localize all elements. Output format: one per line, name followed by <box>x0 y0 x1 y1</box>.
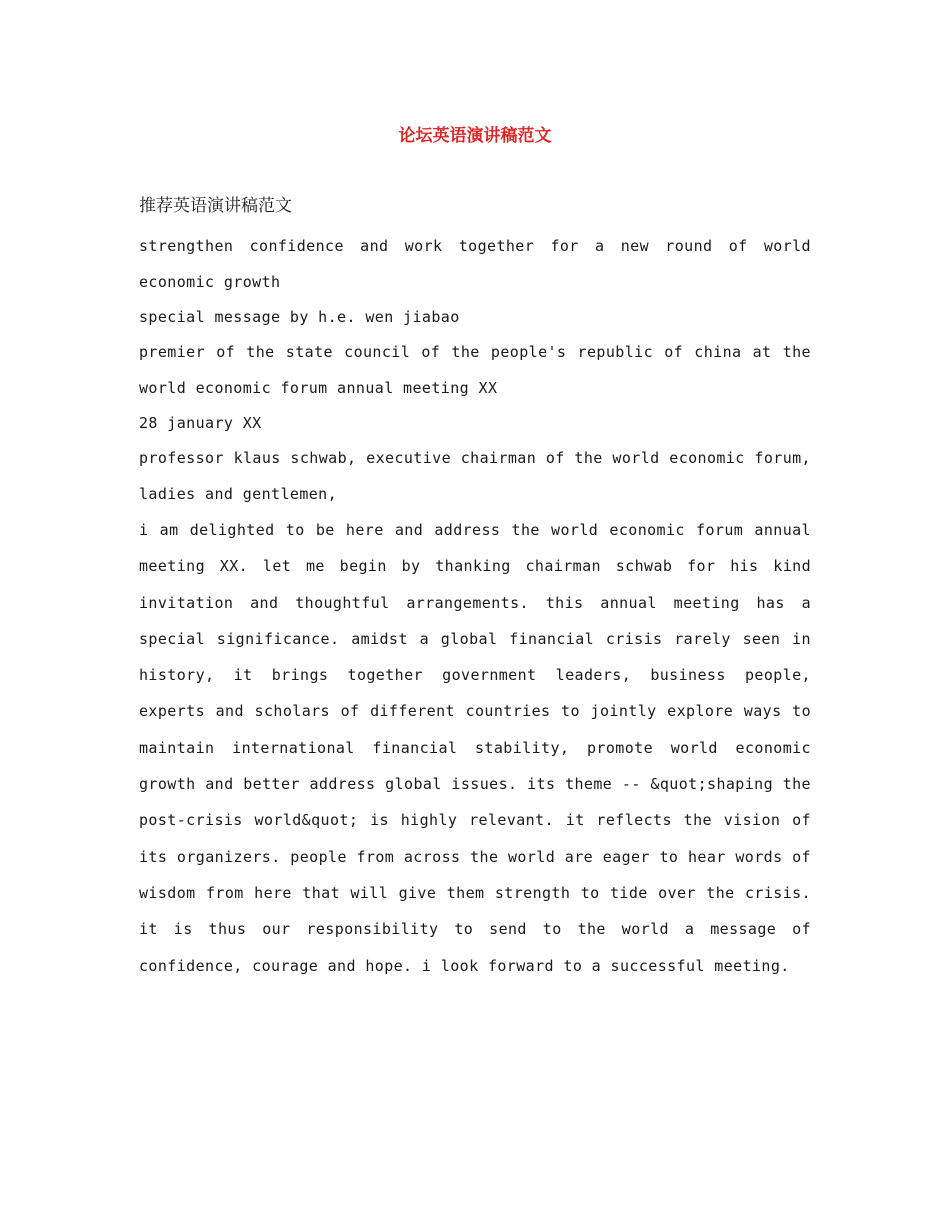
speech-byline: special message by h.e. wen jiabao <box>139 308 460 326</box>
speech-date: 28 january XX <box>139 414 262 432</box>
speech-paragraph: i am delighted to be here and address the world economic forum annual meeting XX. let me begin by thanking chairman schwab for his kind invitation and thoughtful arrangements. this annual meeting has a special significance. amidst a global financial crisis rarely seen in history, it brings together government leaders, business people, experts and scholars of different countries to jointly explore ways to maintain international financial stability, promote world economic growth and better address global issues. its theme -- &quot;shaping the post-crisis world&quot; is highly relevant. it reflects the vision of its organizers. people from across the world are eager to hear words of wisdom from here that will give them strength to tide over the crisis. it is thus our responsibility to send to the world a message of confidence, courage and hope. i look forward to a successful meeting. <box>139 521 811 975</box>
document-title: 论坛英语演讲稿范文 <box>398 126 552 146</box>
document-body <box>139 194 811 984</box>
speech-heading: strengthen confidence and work together for a new round of world economic growth <box>139 237 811 291</box>
speech-salutation: professor klaus schwab, executive chairman of the world economic forum, ladies and gentlemen, <box>139 449 811 503</box>
document-subtitle: 推荐英语演讲稿范文 <box>139 196 292 216</box>
speaker-position: premier of the state council of the people's republic of china at the world economic forum annual meeting XX <box>139 343 811 397</box>
